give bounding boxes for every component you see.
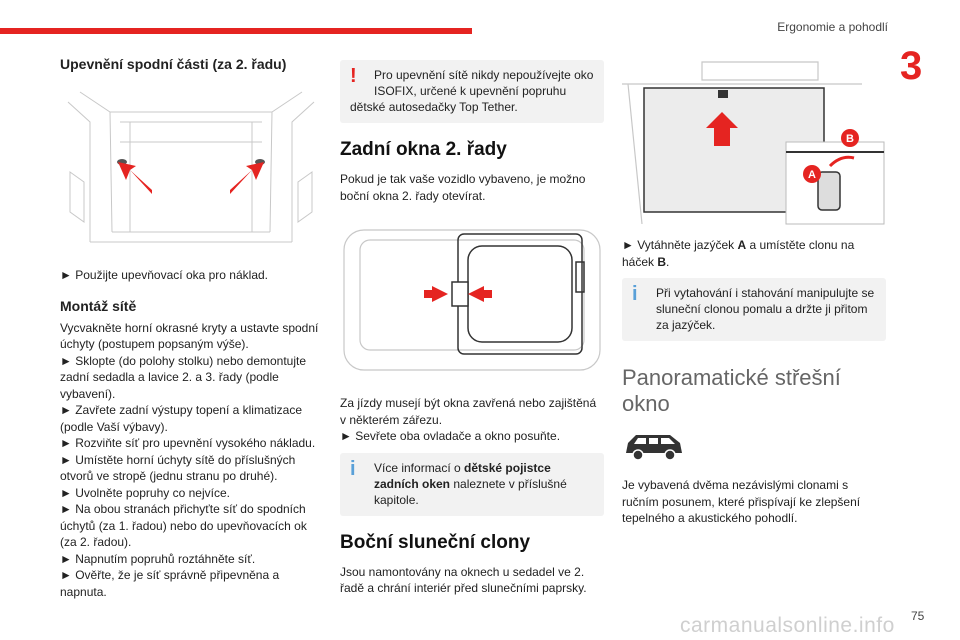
page-number: 75 bbox=[911, 609, 925, 623]
info-prefix: Více informací o bbox=[374, 460, 465, 475]
column-1 bbox=[60, 56, 322, 600]
info-icon: i bbox=[632, 283, 638, 305]
net-line-3: ► Zavřete zadní výstupy topení a klimatizace (podle Vaší výbavy). bbox=[60, 403, 302, 434]
info-suffix: naleznete v příslušné kapitole. bbox=[374, 476, 567, 507]
watermark: carmanualsonline.info bbox=[680, 614, 895, 637]
accent-bar bbox=[0, 28, 472, 34]
windows-caption-1: Za jízdy musejí být okna zavřená nebo zajištěná v některém zářezu. bbox=[340, 396, 597, 427]
net-line-9: ► Ověřte, že je síť správně připevněna a napnuta. bbox=[60, 568, 280, 599]
caption-anchors: ► Použijte upevňovací oka pro náklad. bbox=[60, 268, 269, 282]
warning-line-2: ISOFIX, určené k upevnění popruhu bbox=[374, 84, 567, 98]
section-title: Ergonomie a pohodlí bbox=[777, 20, 888, 34]
net-line-4: ► Rozviňte síť pro upevnění vysokého nákladu. bbox=[60, 436, 316, 450]
warning-note bbox=[340, 60, 604, 123]
info-note-child-lock bbox=[340, 453, 604, 516]
warning-line-1: Pro upevnění sítě nikdy nepoužívejte oko bbox=[374, 68, 594, 82]
windows-caption-2: ► Sevřete oba ovladače a okno posuňte. bbox=[340, 429, 561, 443]
net-line-2: ► Sklopte (do polohy stolku) nebo demontujte zadní sedadla a lavice 2. a 3. řady (podle vybavení). bbox=[60, 353, 307, 401]
info-blind-text: Při vytahování i stahování manipulujte se sluneční clonou pomalu a držte ji přitom za jazýček. bbox=[656, 286, 875, 332]
net-line-5: ► Umístěte horní úchyty sítě do příslušných otvorů ve stropě (jednu stranu po druhé). bbox=[60, 452, 296, 483]
sun-blind-illustration bbox=[622, 54, 886, 226]
info-note-blind bbox=[622, 278, 886, 341]
info-bold: dětské pojistce zadních oken bbox=[374, 460, 551, 491]
roof-text: Je vybavená dvěma nezávislými clonami s ručním posunem, které přispívají ke zlepšení tepelného a akustického pohodlí. bbox=[622, 478, 861, 525]
net-line-7: ► Na obou stranách přichyťte síť do spodních úchytů (za 1. řadou) nebo do upevňovacích ok (za 2. řadou). bbox=[60, 502, 307, 549]
warning-line-3: dětské autosedačky Top Tether. bbox=[350, 100, 518, 114]
car-icon bbox=[622, 429, 686, 463]
sliding-window-illustration bbox=[340, 220, 604, 380]
heading-panoramic-roof: Panoramatické střešní okno bbox=[622, 365, 841, 416]
column-2 bbox=[340, 54, 604, 605]
heading-lower-fixing: Upevnění spodní části (za 2. řadu) bbox=[60, 56, 287, 72]
net-line-6: ► Uvolněte popruhy co nejvíce. bbox=[60, 485, 230, 500]
callout-a: A bbox=[808, 169, 816, 181]
callout-b: B bbox=[846, 133, 854, 145]
cargo-floor-illustration bbox=[60, 82, 322, 252]
column-3 bbox=[622, 54, 886, 535]
chapter-number: 3 bbox=[900, 44, 923, 88]
blind-caption: ► Vytáhněte jazýček A a umístěte clonu na háček B. bbox=[622, 238, 855, 269]
heading-rear-windows: Zadní okna 2. řady bbox=[340, 139, 507, 160]
net-line-8: ► Napnutím popruhů roztáhněte síť. bbox=[60, 551, 256, 566]
info-icon: i bbox=[350, 457, 356, 480]
blinds-text: Jsou namontovány na oknech u sedadel ve 2. řadě a chrání interiér před slunečními paprsky. bbox=[340, 564, 587, 595]
heading-net-mounting: Montáž sítě bbox=[60, 297, 137, 314]
heading-sun-blinds: Boční sluneční clony bbox=[340, 531, 531, 553]
warning-icon: ! bbox=[350, 65, 357, 87]
net-line-1: Vycvakněte horní okrasné kryty a ustavte spodní úchyty (postupem popsaným výše). bbox=[60, 320, 319, 351]
windows-text: Pokud je tak vaše vozidlo vybaveno, je možno boční okna 2. řady otevírat. bbox=[340, 172, 586, 203]
